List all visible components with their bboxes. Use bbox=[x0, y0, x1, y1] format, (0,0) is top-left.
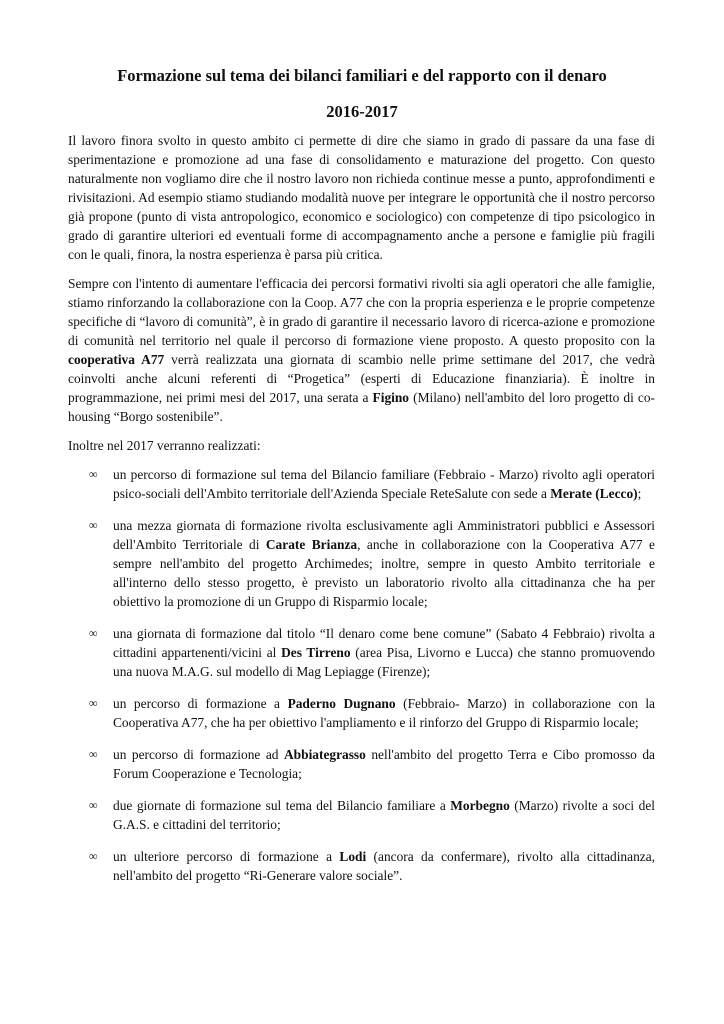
list-item-text: nell'ambito del progetto Terra e Cibo promosso da Forum Cooperazione e Tecnologia; bbox=[113, 747, 655, 781]
list-item bbox=[68, 847, 655, 885]
list-item-bold: Merate (Lecco) bbox=[550, 486, 638, 501]
list-item-bold: Abbiategrasso bbox=[284, 747, 366, 762]
infinity-bullet-icon: ∞ bbox=[89, 518, 98, 532]
list-item-text: un percorso di formazione a bbox=[113, 696, 288, 711]
paragraph-2-text-3: (Milano) nell'ambito del loro progetto di co-housing “Borgo sostenibile”. bbox=[68, 390, 656, 424]
list-item-bold: Lodi bbox=[339, 849, 367, 864]
list-intro: Inoltre nel 2017 verranno realizzati: bbox=[68, 438, 261, 453]
infinity-bullet-icon: ∞ bbox=[89, 747, 98, 761]
infinity-bullet-icon: ∞ bbox=[89, 696, 98, 710]
list-item-bold: Paderno Dugnano bbox=[287, 696, 396, 711]
list-item-text: una mezza giornata di formazione rivolta esclusivamente agli Amministratori pubblici e Assessori dell'Ambito Territoriale di bbox=[113, 518, 655, 552]
paragraph-2-bold-2: Figino bbox=[372, 390, 410, 405]
list-item-text: (Febbraio- Marzo) in collaborazione con la Cooperativa A77, che ha per obiettivo l'ampliamento e il rinforzo del Gruppo di Risparmio locale; bbox=[113, 696, 655, 730]
infinity-bullet-icon: ∞ bbox=[89, 467, 98, 481]
infinity-bullet-icon: ∞ bbox=[89, 626, 98, 640]
paragraph-2 bbox=[68, 274, 655, 426]
list-item-text: ; bbox=[637, 486, 642, 501]
list-item-bold: Des Tirreno bbox=[281, 645, 351, 660]
list-item-text: un percorso di formazione ad bbox=[113, 747, 284, 762]
document-body bbox=[68, 131, 655, 898]
list-item bbox=[68, 745, 655, 783]
list-item-text: un percorso di formazione sul tema del Bilancio familiare (Febbraio - Marzo) rivolto agli operatori psico-sociali dell'Ambito territoriale dell'Azienda Speciale ReteSalute con sede a bbox=[113, 467, 655, 501]
infinity-bullet-icon: ∞ bbox=[89, 849, 98, 863]
paragraph-2-bold-1: cooperativa A77 bbox=[68, 352, 165, 367]
infinity-bullet-icon: ∞ bbox=[89, 798, 98, 812]
list-item-bold: Morbegno bbox=[450, 798, 510, 813]
list-item-text: (area Pisa, Livorno e Lucca) che stanno promuovendo una nuova M.A.G. sul modello di Mag Lepiagge (Firenze); bbox=[113, 645, 655, 679]
list-item-text: , anche in collaborazione con la Cooperativa A77 e sempre nell'ambito del progetto Archimedes; inoltre, sempre in questo Ambito territoriale e all'interno dello stesso progetto, è previsto un laboratorio rivolto alla cittadinanza che ha per obiettivo la promozione di un Gruppo di Risparmio locale; bbox=[113, 537, 655, 609]
list-item bbox=[68, 516, 655, 611]
document-year: 2016-2017 bbox=[326, 102, 398, 121]
list-item bbox=[68, 694, 655, 732]
list-item-text: una giornata di formazione dal titolo “Il denaro come bene comune” (Sabato 4 Febbraio) rivolta a cittadini appartenenti/vicini al bbox=[113, 626, 655, 660]
paragraph-2-text-2: verrà realizzata una giornata di scambio nelle prime settimane del 2017, che vedrà coinvolti anche alcuni referenti di “Progetica” (esperti di Educazione finanziaria). È inoltre in programmazione, nei primi mesi del 2017, una serata a bbox=[68, 352, 655, 405]
document-title: Formazione sul tema dei bilanci familiari e del rapporto con il denaro bbox=[117, 66, 607, 85]
paragraph-2-text-1: Sempre con l'intento di aumentare l'efficacia dei percorsi formativi rivolti sia agli operatori che alle famiglie, stiamo rinforzando la collaborazione con la Coop. A77 che con la propria esperienza e le proprie competenze specifiche di “lavoro di comunità”, è in grado di garantire il necessario lavoro di ricerca-azione e promozione di comunità nel territorio nel quale il percorso di formazione viene proposto. A questo proposito con la bbox=[68, 276, 655, 348]
list-item-text: (Marzo) rivolte a soci del G.A.S. e cittadini del territorio; bbox=[113, 798, 656, 832]
list-item-text: due giornate di formazione sul tema del Bilancio familiare a bbox=[113, 798, 451, 813]
list-item bbox=[68, 465, 655, 503]
list-item-text: un ulteriore percorso di formazione a bbox=[113, 849, 340, 864]
list-item bbox=[68, 624, 655, 681]
list-item-text: (ancora da confermare), rivolto alla cittadinanza, nell'ambito del progetto “Ri-Generare valore sociale”. bbox=[113, 849, 655, 883]
list-item bbox=[68, 796, 655, 834]
event-list bbox=[68, 465, 655, 885]
list-item-bold: Carate Brianza bbox=[265, 537, 358, 552]
paragraph-1: Il lavoro finora svolto in questo ambito ci permette di dire che siamo in grado di passare da una fase di sperimentazione e promozione ad una fase di consolidamento e maturazione del progetto. Con questo naturalmente non vogliamo dire che il nostro lavoro non richieda continue messe a punto, approfondimenti e rivisitazioni. Ad esempio stiamo studiando modalità nuove per integrare le opportunità che il nostro percorso già propone (punto di vista antropologico, economico e sociologico) con competenze di tipo psicologico in grado di garantire ulteriori ed eventuali forme di accompagnamento anche a persone e famiglie più fragili con le quali, finora, la nostra esperienza è parsa più critica. bbox=[68, 133, 655, 262]
